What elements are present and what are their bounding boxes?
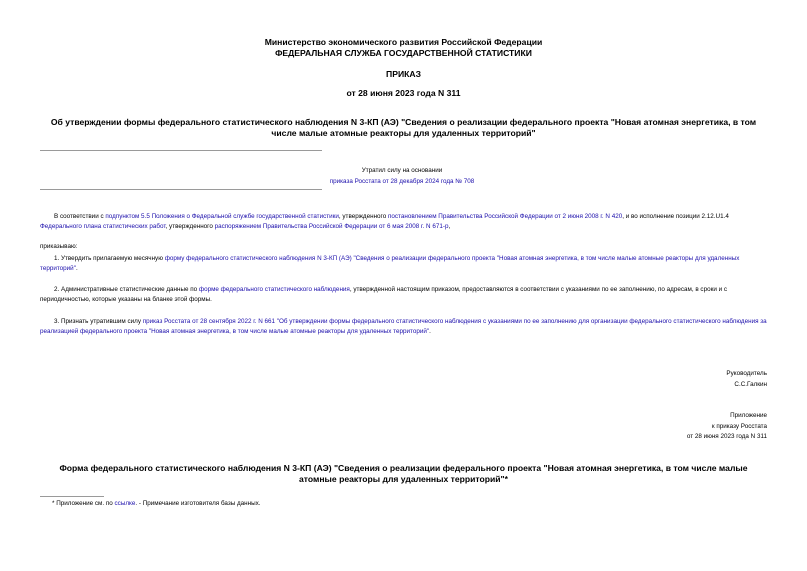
preamble-text: , и во исполнение позиции 2.12.U1.4: [622, 213, 729, 220]
document-header: [0, 37, 807, 59]
link-annulled-order[interactable]: приказ Росстата от 28 сентября 2022 г. N 661 "Об утверждении формы федерального статистического наблюдения с указаниями по ее заполнению для организации федерального статистического наблюдения за реализацией федерального проекта "Новая атомная энергетика, в том числе малые атомные реакторы для удаленных территорий": [40, 318, 767, 335]
service-name: ФЕДЕРАЛЬНАЯ СЛУЖБА ГОСУДАРСТВЕННОЙ СТАТИСТИКИ: [275, 48, 532, 58]
preamble-text: , утвержденного: [165, 223, 215, 230]
annulment-text: Утратил силу на основании: [361, 167, 443, 174]
signature-block: [726, 368, 767, 390]
link-order[interactable]: распоряжением Правительства Российской Федерации от 6 мая 2008 г. N 671-р: [214, 223, 449, 230]
order-title: ПРИКАЗ: [386, 69, 421, 79]
link-form-2[interactable]: форме федерального статистического наблюдения: [198, 286, 350, 293]
link-decree[interactable]: постановлением Правительства Российской Федерации от 2 июня 2008 г. N 420: [387, 213, 623, 220]
item-2: [40, 285, 770, 305]
footnote-text: . - Примечание изготовителя базы данных.: [135, 500, 261, 507]
item-3: [40, 317, 770, 337]
link-regulation[interactable]: подпунктом 5.5 Положения о Федеральной службе государственной статистики: [105, 213, 339, 220]
item-1-text: .: [75, 265, 78, 272]
appendix-line: к приказу Росстата: [711, 422, 767, 430]
item-1: [40, 254, 770, 274]
preamble-text: , утвержденного: [338, 213, 388, 220]
appendix-line: от 28 июня 2023 года N 311: [686, 433, 767, 440]
signature-name: С.С.Галкин: [734, 381, 767, 388]
divider-bottom: [40, 189, 322, 190]
footnote-link[interactable]: ссылке: [114, 500, 136, 507]
divider-top: [40, 150, 322, 151]
item-3-text: 3. Признать утратившим силу: [54, 318, 143, 325]
link-form[interactable]: форму федерального статистического наблюдения N 3-КП (АЭ) "Сведения о реализации федерального проекта "Новая атомная энергетика, в том числе малые атомные реакторы для удаленных территорий": [40, 255, 740, 272]
annulment-link[interactable]: приказа Росстата от 28 декабря 2024 года № 708: [329, 178, 475, 185]
document-title: Об утверждении формы федерального статистического наблюдения N 3-КП (АЭ) "Сведения о реализации федерального проекта "Новая атомная энергетика, в том числе малые атомные реакторы для удаленных территорий": [50, 117, 757, 138]
footnote-text: * Приложение см. по: [52, 500, 115, 507]
preamble-text: ,: [448, 223, 451, 230]
orders-word: приказываю:: [40, 243, 78, 250]
ministry-name: Министерство экономического развития Российской Федерации: [264, 37, 543, 47]
signature-role: Руководитель: [726, 370, 767, 377]
item-3-text: .: [429, 328, 431, 335]
link-federal-plan[interactable]: Федерального плана статистических работ: [40, 223, 166, 230]
appendix-block: [687, 411, 767, 443]
item-2-text: , утвержденной настоящим приказом, предоставляются в соответствии с указаниями по ее заполнению, по адресам, в сроки и с периодичностью, которые указаны на бланке этой формы.: [40, 286, 728, 303]
annulment-note: [322, 165, 482, 187]
appendix-line: Приложение: [730, 412, 767, 419]
footnote-divider: [40, 496, 104, 497]
footnote: [52, 500, 261, 507]
preamble-paragraph: [40, 212, 770, 232]
item-2-text: 2. Административные статистические данные по: [54, 286, 199, 293]
order-date: от 28 июня 2023 года N 311: [346, 88, 461, 98]
form-title: Форма федерального статистического наблюдения N 3-КП (АЭ) "Сведения о реализации федерального проекта "Новая атомная энергетика, в том числе малые атомные реакторы для удаленных территорий"*: [59, 463, 748, 484]
preamble-text: В соответствии с: [54, 213, 106, 220]
item-1-text: 1. Утвердить прилагаемую месячную: [54, 255, 165, 262]
